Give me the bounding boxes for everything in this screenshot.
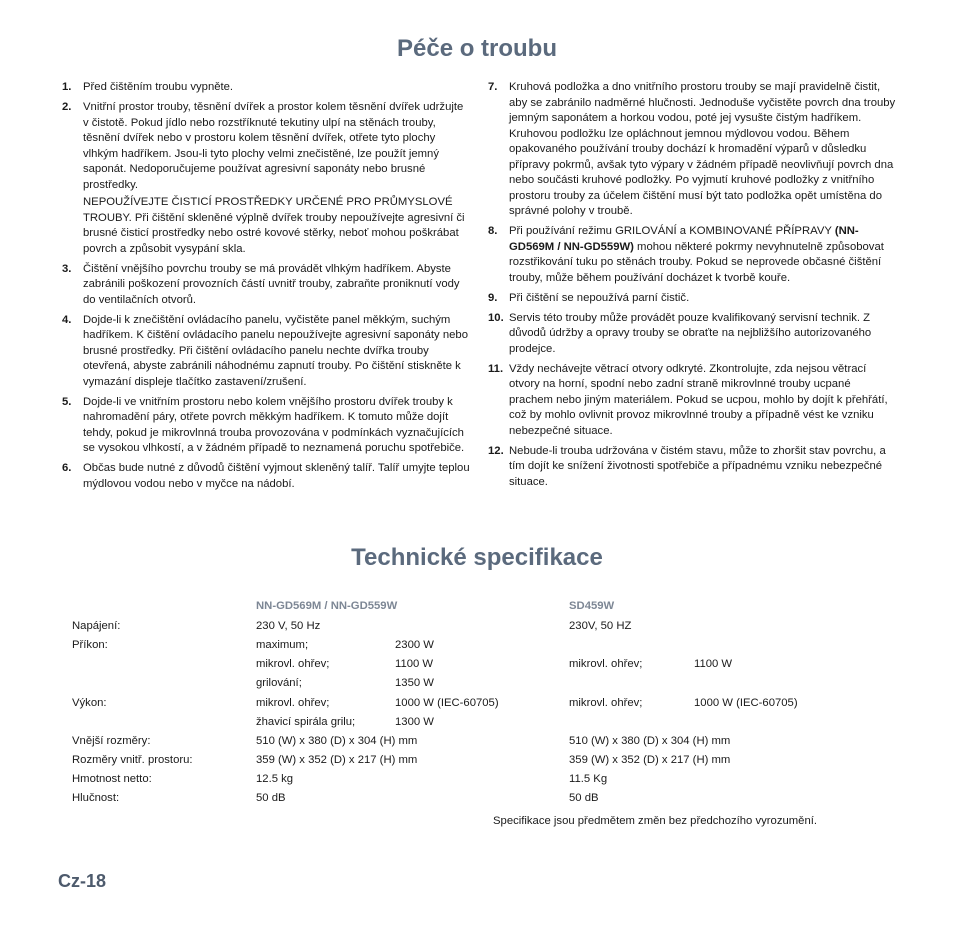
spec-cell-b1: 11.5 Kg (569, 773, 608, 785)
spec-cell-a1: žhavicí spirála grilu; (256, 716, 356, 728)
item-paragraph: Dojde-li ve vnitřním prostoru nebo kolem vnějšího prostoru dvířek trouby k nahromadění páry, otřete povrch měkkým hadříkem. K tomuto může dojít tehdy, pokud je mikrovlnná trouba provozována v podmínkách vyznačujících se vysokou vlhkostí, a v žádném případě to neznamená poruchu spotřebiče. (83, 395, 465, 454)
item-text (509, 444, 896, 491)
item-paragraph: Kruhová podložka a dno vnitřního prostoru trouby se mají pravidelně čistit, aby se zabránilo nadměrné hlučnosti. Jednoduše vyčistěte povrch dna trouby jemným saponátem a horkou vodou, poté jej vysušte čistým hadříkem. Kruhovou podložku lze opláchnout jemnou mýdlovou vodou. Během opakovaného používání trouby dochází k hromadění výparů v důsledku přípravy pokrmů, avšak tyto výpary v žádném případě neovlivňují povrch dna nebo součásti kruhové podložky. Po vyjmutí kruhové podložky z vnitřního prostoru trouby za účelem čištění musí být tato podložka opět umístěna do správné polohy v troubě. (509, 81, 896, 217)
item-text (509, 362, 896, 440)
item-number: 2. (62, 101, 72, 113)
item-paragraph: Dojde-li k znečištění ovládacího panelu, vyčistěte panel měkkým, suchým hadříkem. K čištění ovládacího panelu nepoužívejte agresivní saponáty nebo brusné prostředky. Při čištění ovládacího panelu nechte dvířka trouby otevřená, abyste zabránili náhodnému zapnutí trouby. Po čištění stiskněte k vymazání displeje tlačítko zastavení/zrušení. (83, 313, 468, 388)
item-number: 9. (488, 291, 498, 304)
care-list-right (488, 80, 896, 495)
item-text (83, 262, 470, 309)
item-number: 7. (488, 81, 498, 93)
list-item (62, 262, 470, 309)
spec-cell-a1: grilování; (256, 677, 302, 689)
item-paragraph: Před čištěním troubu vypněte. (83, 81, 234, 93)
item-number: 6. (62, 462, 72, 474)
spec-cell-b1: 359 (W) x 352 (D) x 217 (H) mm (569, 754, 731, 766)
spec-cell-b2: 1100 W (694, 658, 733, 670)
item-paragraph (509, 224, 896, 286)
item-paragraph: Při čištění se nepoužívá parní čistič. (509, 291, 690, 304)
item-text (83, 461, 470, 492)
item-number: 11. (488, 362, 504, 375)
spec-cell-a2: 1350 W (395, 677, 434, 689)
item-paragraph: Vnitřní prostor trouby, těsnění dvířek a prostor kolem těsnění dvířek udržujte v čistotě. Pokud jídlo nebo rozstříknuté tekutiny ulpí na stěnách trouby, těsnění dvířek nebo v prostoru kolem těsnění dvířek, otřete tyto plochy vlhkým hadříkem. Jsou-li tyto plochy velmi znečistěné, lze použít jemný saponát. Nedoporučujeme používat agresivní saponáty nebo brusné prostředky. (83, 101, 464, 191)
specs-title: Technické specifikace (351, 544, 603, 571)
list-item (488, 311, 896, 358)
spec-cell-label: Příkon: (72, 639, 108, 651)
spec-model-a: NN-GD569M / NN-GD559W (256, 600, 398, 612)
spec-cell-a1: 230 V, 50 Hz (256, 620, 321, 632)
spec-cell-a1: mikrovl. ohřev; (256, 697, 330, 709)
spec-cell-a1: 359 (W) x 352 (D) x 217 (H) mm (256, 754, 418, 766)
list-item (488, 80, 896, 220)
spec-cell-a2: 1100 W (395, 658, 434, 670)
spec-cell-b1: 230V, 50 HZ (569, 620, 632, 632)
item-number: 8. (488, 225, 498, 237)
item-number: 12. (488, 444, 504, 457)
item-number: 1. (62, 81, 72, 93)
spec-cell-label: Napájení: (72, 620, 121, 632)
list-item (62, 100, 470, 257)
item-paragraph: Nebude-li trouba udržována v čistém stavu, může to zhoršit stav povrchu, a tím dojít ke snížení životnosti spotřebiče a případnému vzniku nebezpečné situace. (509, 444, 886, 488)
item-paragraph: Vždy nechávejte větrací otvory odkryté. Zkontrolujte, zda nejsou větrací otvory na horní, spodní nebo zadní straně mikrovlnné trouby ucpané prachem nebo jiným materiálem. Pokud se ucpou, mohlo by dojít k přehřátí, což by mohlo ovlivnit provoz mikrovlnné trouby a případně vést ke vzniku nebezpečné situace. (509, 362, 888, 437)
item-paragraph: NEPOUŽÍVEJTE ČISTICÍ PROSTŘEDKY URČENÉ PRO PRŮMYSLOVÉ TROUBY. Při čištění skleněné výplně dvířek trouby nepoužívejte agresivní či brusné čisticí prostředky nebo ostré kovové stěrky, neboť mohou poškrábat povrch a způsobit vysypání skla. (83, 196, 465, 255)
item-text (509, 224, 896, 286)
spec-cell-label: Hlučnost: (72, 792, 120, 804)
item-number: 5. (62, 395, 72, 408)
spec-cell-b1: 510 (W) x 380 (D) x 304 (H) mm (569, 735, 731, 747)
spec-cell-label: Hmotnost netto: (72, 773, 152, 785)
list-item (62, 313, 470, 391)
spec-cell-a1: 510 (W) x 380 (D) x 304 (H) mm (256, 735, 418, 747)
list-item (62, 461, 470, 492)
spec-cell-b1: mikrovl. ohřev; (569, 658, 643, 670)
spec-cell-a2: 1000 W (IEC-60705) (395, 697, 499, 709)
item-number: 3. (62, 262, 72, 275)
spec-cell-b2: 1000 W (IEC-60705) (694, 697, 798, 709)
page-number: Cz-18 (58, 871, 107, 891)
item-paragraph: Servis této trouby může provádět pouze kvalifikovaný servisní technik. Z důvodů údržby a opravy trouby se obraťte na nejbližšího autorizovaného prodejce. (509, 311, 872, 355)
spec-model-b: SD459W (569, 600, 615, 612)
item-text (83, 100, 470, 257)
item-number: 4. (62, 313, 72, 326)
care-list-left (62, 80, 470, 497)
item-text (83, 80, 470, 96)
list-item (62, 395, 470, 457)
spec-cell-a2: 2300 W (395, 639, 434, 651)
spec-cell-a1: mikrovl. ohřev; (256, 658, 330, 670)
item-number: 10. (488, 311, 504, 324)
item-paragraph: Občas bude nutné z důvodů čištění vyjmout skleněný talíř. Talíř umyjte teplou mýdlovou vodou nebo v myčce na nádobí. (83, 462, 470, 490)
item-text (509, 80, 896, 220)
care-title: Péče o troubu (396, 35, 558, 62)
item-text (83, 395, 470, 457)
item-text (509, 291, 896, 307)
item-text (509, 311, 896, 358)
text-run-pre: Při používání režimu GRILOVÁNÍ a KOMBINOVANÉ PŘÍPRAVY (509, 225, 835, 237)
text-run-bold: (NN-GD569M / NN-GD559W) (509, 225, 859, 253)
list-item (488, 291, 896, 307)
text-run-post: mohou některé pokrmy nevyhnutelně způsobovat rozstřikování tuku po stěnách trouby. Pokud se neprovede občasné čištění trouby, může během používání docházet k tvorbě kouře. (509, 240, 884, 284)
spec-cell-label: Rozměry vnitř. prostoru: (72, 754, 193, 766)
spec-cell-a1: 50 dB (256, 792, 286, 804)
list-item (488, 224, 896, 286)
item-text (83, 313, 470, 391)
spec-cell-label: Vnější rozměry: (72, 735, 151, 747)
spec-cell-a2: 1300 W (395, 716, 434, 728)
spec-note: Specifikace jsou předmětem změn bez předchozího vyrozumění. (493, 815, 818, 827)
spec-cell-a1: 12.5 kg (256, 773, 294, 785)
list-item (62, 80, 470, 96)
list-item (488, 444, 896, 491)
spec-cell-b1: mikrovl. ohřev; (569, 697, 643, 709)
spec-cell-b1: 50 dB (569, 792, 599, 804)
list-item (488, 362, 896, 440)
spec-cell-a1: maximum; (256, 639, 309, 651)
spec-cell-label: Výkon: (72, 697, 107, 709)
item-paragraph: Čištění vnějšího povrchu trouby se má provádět vlhkým hadříkem. Abyste zabránili poškození provozních částí uvnitř trouby, zabraňte proniknutí vody do ventilačních otvorů. (83, 262, 460, 306)
